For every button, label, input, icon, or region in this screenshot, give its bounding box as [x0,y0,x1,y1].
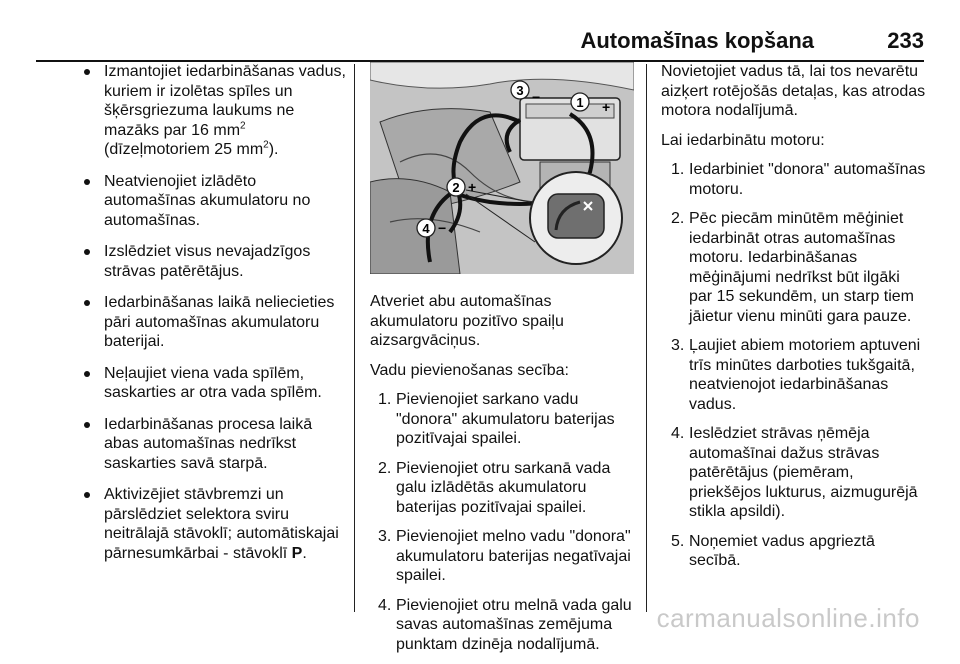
start-steps [661,160,927,571]
bullet-dot-icon [84,492,90,498]
page-title: Automašīnas kopšana [580,28,814,53]
cable-placement-paragraph: Novietojiet vadus tā, lai tos nevarētu aizķert rotējošās detaļas, kas atrodas motora nodalījumā. [661,63,926,119]
bullet-dot-icon [84,69,90,75]
bullet-item: Iedarbināšanas laikā neliecieties pāri automašīnas akumulatoru baterijai. [80,293,346,352]
connection-steps [370,390,634,654]
callout-2: 2 [452,180,460,195]
column-middle [370,62,634,664]
list-item: 1. Iedarbiniet "donora" automašīnas motoru. [671,161,926,198]
engine-bay-drawing [370,62,634,274]
column-left [80,62,346,575]
list-item: 1. Pievienojiet sarkano vadu "donora" akumulatoru baterijas pozitīvajai spailei. [378,391,615,447]
plus-marker-battery: + [602,99,611,115]
list-item: 5. Noņemiet vadus apgrieztā secībā. [671,532,875,569]
callout-1: 1 [576,95,584,110]
list-item: 3. Pievienojiet melno vadu "donora" akumulatoru baterijas negatīvajai spailei. [378,528,631,584]
watermark: carmanualsonline.info [656,603,920,633]
list-item: 4. Ieslēdziet strāvas ņēmēja automašīnai dažus strāvas patērētājus (piemēram, priekšējos lukturus, aizmugurējā stikla apsildi). [671,425,918,520]
minus-marker-ground: − [438,220,447,236]
list-item: 3. Ļaujiet abiem motoriem aptuveni trīs minūtes darboties tukšgaitā, neatvienojot iedarbināšanas vadus. [671,337,921,413]
connection-order-heading: Vadu pievienošanas secība: [370,361,569,379]
bullet-dot-icon [84,371,90,377]
plus-marker-terminal: + [468,179,477,195]
column-divider-1 [354,64,355,612]
bullet-item: Izmantojiet iedarbināšanas vadus, kuriem ir izolētas spīles un šķērsgriezuma laukums ne mazāks par 16 $mm^2$ (dīzeļmotoriem 25 $mm^2$). [80,62,346,160]
bullet-dot-icon [84,300,90,306]
bullet-item: Izslēdziet visus nevajadzīgos strāvas patērētājus. [80,242,346,281]
bullet-dot-icon [84,422,90,428]
page-number: 233 [887,28,924,53]
list-item: 2. Pievienojiet otru sarkanā vada galu izlādētās akumulatoru baterijas pozitīvajai spailei. [378,459,611,516]
column-divider-2 [646,64,647,612]
bullet-item: Neļaujiet viena vada spīlēm, saskarties ar otra vada spīlēm. [80,364,346,403]
page-header [36,22,924,58]
bullet-item: Iedarbināšanas procesa laikā abas automašīnas nedrīkst saskarties savā starpā. [80,415,346,474]
column-right [661,62,927,581]
safety-bullet-list [80,62,346,563]
jump-start-illustration [370,62,634,274]
callout-4: 4 [422,221,430,236]
list-item: 2. Pēc piecām minūtēm mēģiniet iedarbināt otras automašīnas motoru. Iedarbināšanas mēģinājumi nedrīkst būt ilgāki par 15 sekundēm, un starp tiem jāietur vienu minūti gara pauze. [671,210,915,325]
list-item: 4. Pievienojiet otru melnā vada galu savas automašīnas zemējuma punktam dzinēja nodalījumā. [378,596,632,653]
intro-paragraph: Atveriet abu automašīnas akumulatoru pozitīvo spaiļu aizsargvāciņus. [370,293,564,349]
minus-marker-battery: − [532,89,541,105]
start-engine-heading: Lai iedarbinātu motoru: [661,131,825,149]
bullet-item: Aktivizējiet stāvbremzi un pārslēdziet selektora sviru neitrālajā stāvoklī; automātiskajai pārnesumkārbai - stāvoklī P. [80,485,346,563]
bullet-dot-icon [84,249,90,255]
bullet-item: Neatvienojiet izlādēto automašīnas akumulatoru no automašīnas. [80,172,346,231]
bullet-dot-icon [84,179,90,185]
callout-3: 3 [516,83,524,98]
